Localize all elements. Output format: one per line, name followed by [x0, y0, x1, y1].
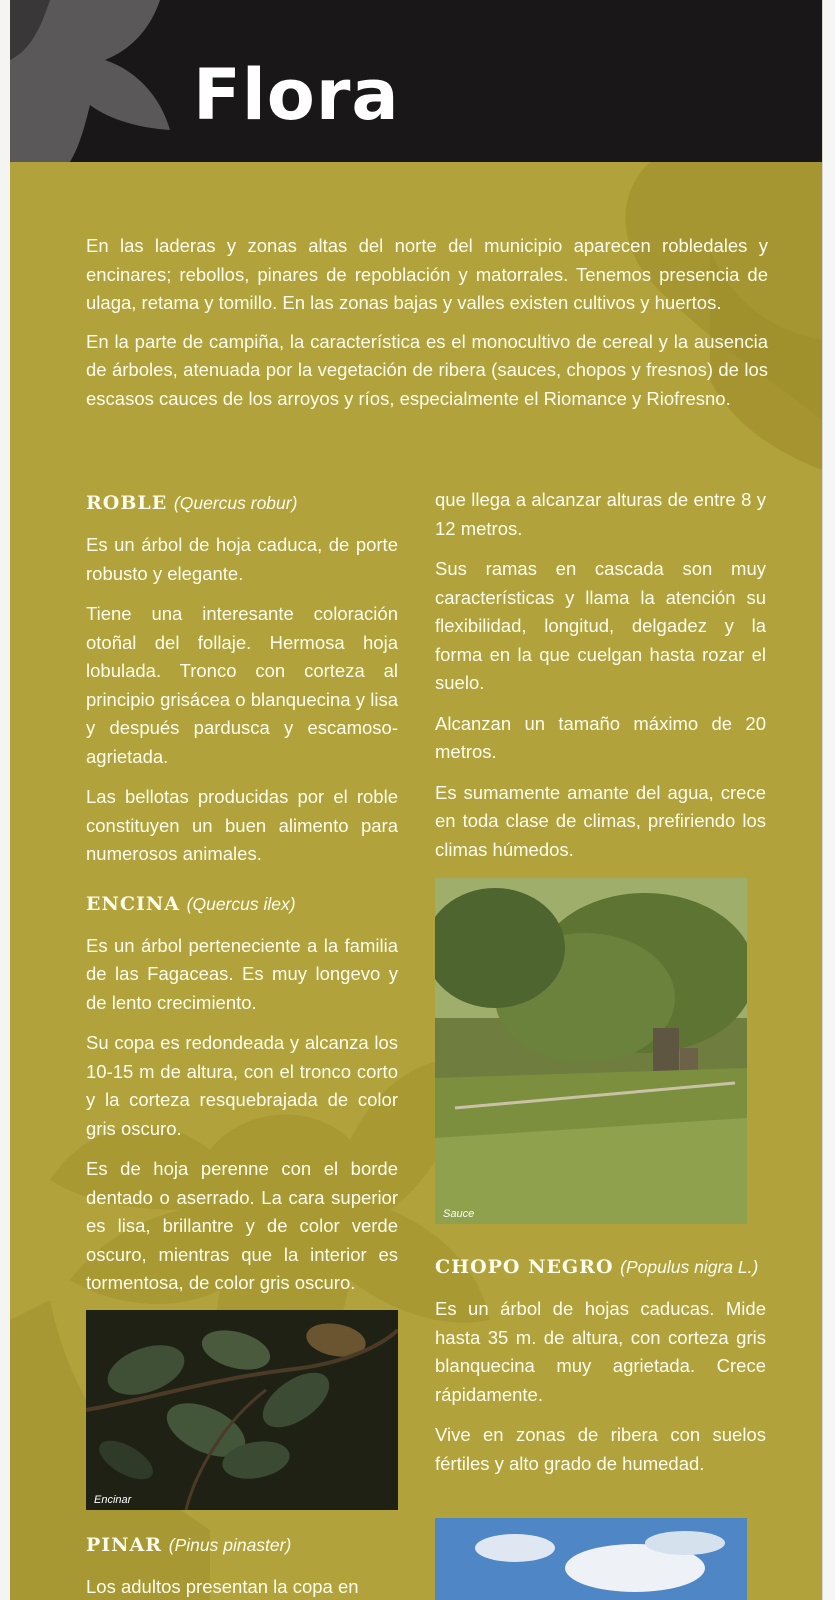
sauce-paragraph: Alcanzan un tamaño máximo de 20 metros.: [435, 712, 766, 762]
encina-paragraph: Es un árbol perteneciente a la familia de las Fagaceas. Es muy longevo y de lento crecimiento.: [86, 934, 398, 1013]
willow-tree-image: [435, 878, 747, 1224]
roble-paragraph: Tiene una interesante coloración otoñal del follaje. Hermosa hoja lobulada. Tronco con corteza al principio grisácea o blanquecina y lisa y después pardusca y escamoso-agrietada.: [86, 603, 398, 767]
header-leaf-icon: [10, 0, 822, 162]
species-name: CHOPO NEGRO: [435, 1256, 614, 1278]
intro-paragraph: En las laderas y zonas altas del norte del municipio aparecen robledales y encinares; rebollos, pinares de repoblación y matorrales. Tenemos presencia de ulaga, retama y tomillo. En las zonas bajas y valles existen cultivos y huertos.: [86, 235, 768, 313]
brochure-page: [10, 0, 822, 1600]
page-title: Flora: [193, 54, 400, 136]
intro-text: [86, 232, 768, 423]
sauce-paragraph: Sus ramas en cascada son muy características y llama la atención su flexibilidad, longitud, delgadez y la forma en la que cuelgan hasta rozar el suelo.: [435, 558, 766, 693]
species-scientific-name: (Quercus robur): [173, 493, 298, 513]
right-column: [435, 486, 766, 1600]
photo-caption: Encinar: [94, 1493, 132, 1506]
sauce-paragraph: Es sumamente amante del agua, crece en toda clase de climas, prefiriendo los climas húmedos.: [435, 781, 766, 860]
pinar-paragraph: Los adultos presentan la copa en: [86, 1575, 359, 1597]
chopo-paragraph: Vive en zonas de ribera con suelos fértiles y alto grado de humedad.: [435, 1424, 766, 1474]
species-scientific-name: (Quercus ilex): [186, 893, 296, 914]
page-right-edge: [822, 0, 835, 1600]
pinar-heading: [86, 1528, 398, 1561]
chopo-paragraph: Es un árbol de hojas caducas. Mide hasta 35 m. de altura, con corteza gris blanquecina muy agrietada. Crece rápidamente.: [435, 1298, 766, 1405]
encina-heading: [86, 887, 398, 920]
encinar-photo: [86, 1310, 398, 1510]
left-column: [86, 486, 398, 1600]
species-name: ROBLE: [86, 492, 168, 514]
photo-caption: Sauce: [443, 1208, 475, 1220]
roble-heading: [86, 486, 398, 519]
species-scientific-name: (Pinus pinaster): [168, 1534, 292, 1555]
chopo-heading: [435, 1250, 766, 1283]
species-name: ENCINA: [86, 892, 180, 915]
intro-paragraph: En la parte de campiña, la característica es el monocultivo de cereal y la ausencia de árboles, atenuada por la vegetación de ribera (sauces, chopos y fresnos) de los escasos cauces de los arroyos y ríos, especialmente el Riomance y Riofresno.: [86, 330, 768, 409]
header-band: [10, 0, 822, 162]
holly-oak-leaves-image: [86, 1310, 398, 1510]
species-name: PINAR: [86, 1533, 163, 1556]
roble-paragraph: Las bellotas producidas por el roble constituyen un buen alimento para numerosos animales.: [86, 786, 398, 864]
sky-photo: [435, 1518, 747, 1600]
species-scientific-name: (Populus nigra L.): [620, 1257, 759, 1277]
encina-paragraph: Su copa es redondeada y alcanza los 10-15 m de altura, con el tronco corto y la corteza resquebrajada de color gris oscuro.: [86, 1032, 398, 1139]
encina-paragraph: Es de hoja perenne con el borde dentado o aserrado. La cara superior es lisa, brillantre y de color verde oscuro, mientras que la interior es tormentosa, de color gris oscuro.: [86, 1158, 398, 1293]
roble-paragraph: Es un árbol de hoja caduca, de porte robusto y elegante.: [86, 534, 398, 584]
sauce-paragraph: que llega a alcanzar alturas de entre 8 y 12 metros.: [435, 489, 766, 539]
sauce-photo: [435, 878, 747, 1224]
sky-clouds-image: [435, 1518, 747, 1600]
